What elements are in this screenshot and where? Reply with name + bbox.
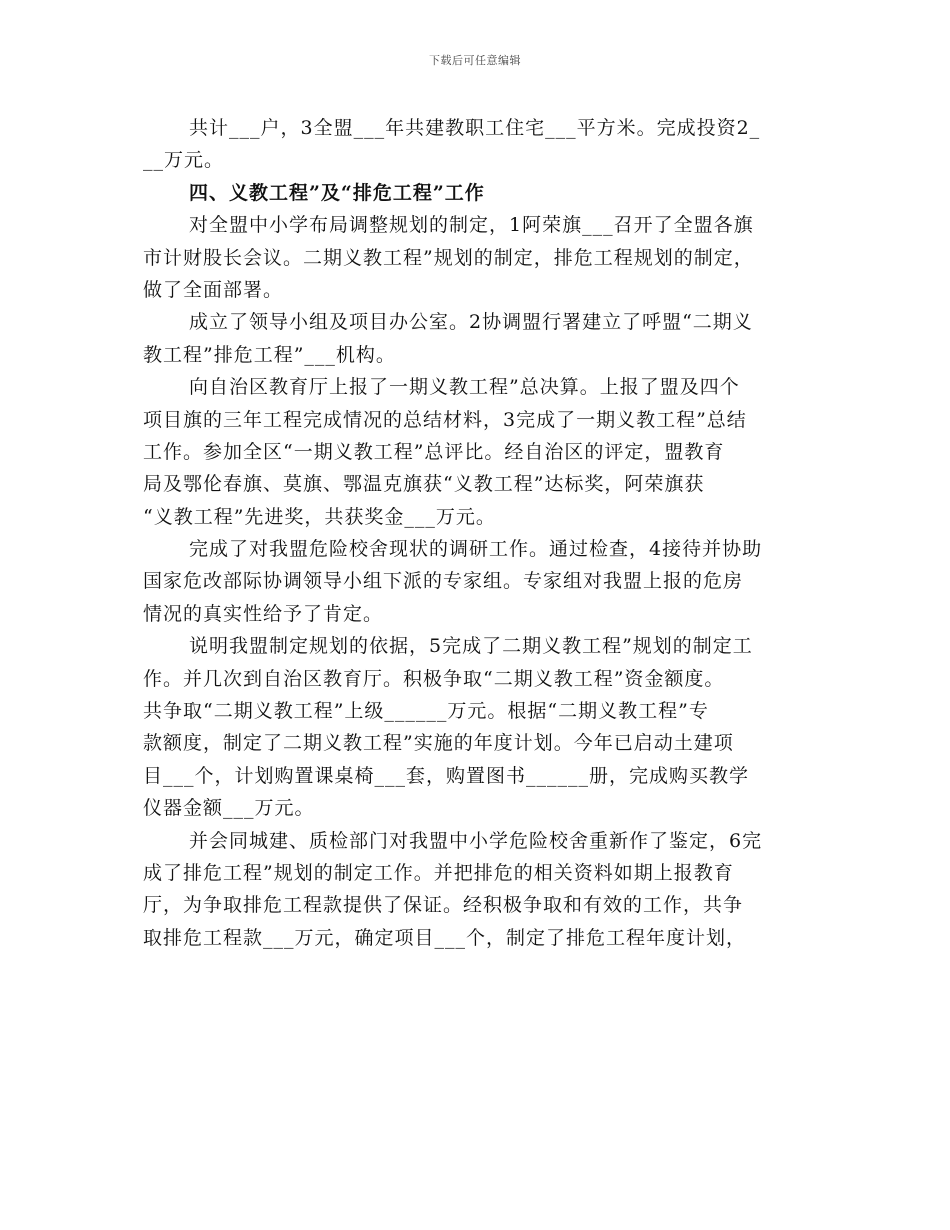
text-line: 完成了对我盟危险校舍现状的调研工作。通过检查，4接待并协助 [189, 538, 763, 561]
text-line: 项目旗的三年工程完成情况的总结材料，3完成了一期义教工程”总结 [143, 408, 747, 431]
text-line: 向自治区教育厅上报了一期义教工程”总决算。上报了盟及四个 [189, 376, 740, 399]
text-line: 并会同城建、质检部门对我盟中小学危险校舍重新作了鉴定，6完 [189, 829, 763, 852]
text-line: 厅，为争取排危工程款提供了保证。经积极争取和有效的工作，共争 [143, 894, 744, 917]
text-line: 作。并几次到自治区教育厅。积极争取“二期义教工程”资金额度。 [143, 667, 725, 690]
text-line: 说明我盟制定规划的依据，5完成了二期义教工程”规划的制定工 [189, 635, 753, 658]
text-line: 局及鄂伦春旗、莫旗、鄂温克旗获“义教工程”达标奖，阿荣旗获 [143, 473, 705, 496]
section-heading: 四、义教工程”及“排危工程”工作 [189, 181, 485, 204]
text-line: 做了全面部署。 [143, 278, 284, 301]
text-line: 情况的真实性给予了肯定。 [143, 602, 384, 625]
text-line: 市计财股长会议。二期义教工程”规划的制定，排危工程规划的制定， [143, 246, 754, 269]
text-line: 对全盟中小学布局调整规划的制定，1阿荣旗___召开了全盟各旗 [189, 214, 754, 237]
text-line: “义教工程”先进奖，共获奖金___万元。 [143, 505, 496, 528]
text-line: 共计___户，3全盟___年共建教职工住宅___平方米。完成投资2_ [189, 117, 761, 139]
text-line: 共争取“二期义教工程”上级______万元。根据“二期义教工程”专 [143, 700, 709, 723]
text-line: 教工程”排危工程”___机构。 [143, 343, 396, 366]
page-header: 下载后可任意编辑 [429, 54, 521, 67]
text-line: 仪器金额___万元。 [143, 797, 315, 820]
text-line: 成了排危工程”规划的制定工作。并把排危的相关资料如期上报教育 [143, 861, 734, 884]
document-body [143, 112, 811, 954]
text-line: __万元。 [143, 149, 225, 172]
text-line: 国家危改部际协调领导小组下派的专家组。专家组对我盟上报的危房 [143, 570, 744, 593]
text-line: 工作。参加全区“一期义教工程”总评比。经自治区的评定，盟教育 [143, 440, 725, 463]
text-line: 成立了领导小组及项目办公室。2协调盟行署建立了呼盟“二期义 [189, 311, 753, 334]
text-line: 取排危工程款___万元，确定项目___个，制定了排危工程年度计划， [143, 926, 747, 949]
text-line: 款额度，制定了二期义教工程”实施的年度计划。今年已启动土建项 [143, 732, 734, 755]
text-line: 目___个，计划购置课桌椅___套，购置图书______册，完成购买教学 [143, 764, 750, 787]
